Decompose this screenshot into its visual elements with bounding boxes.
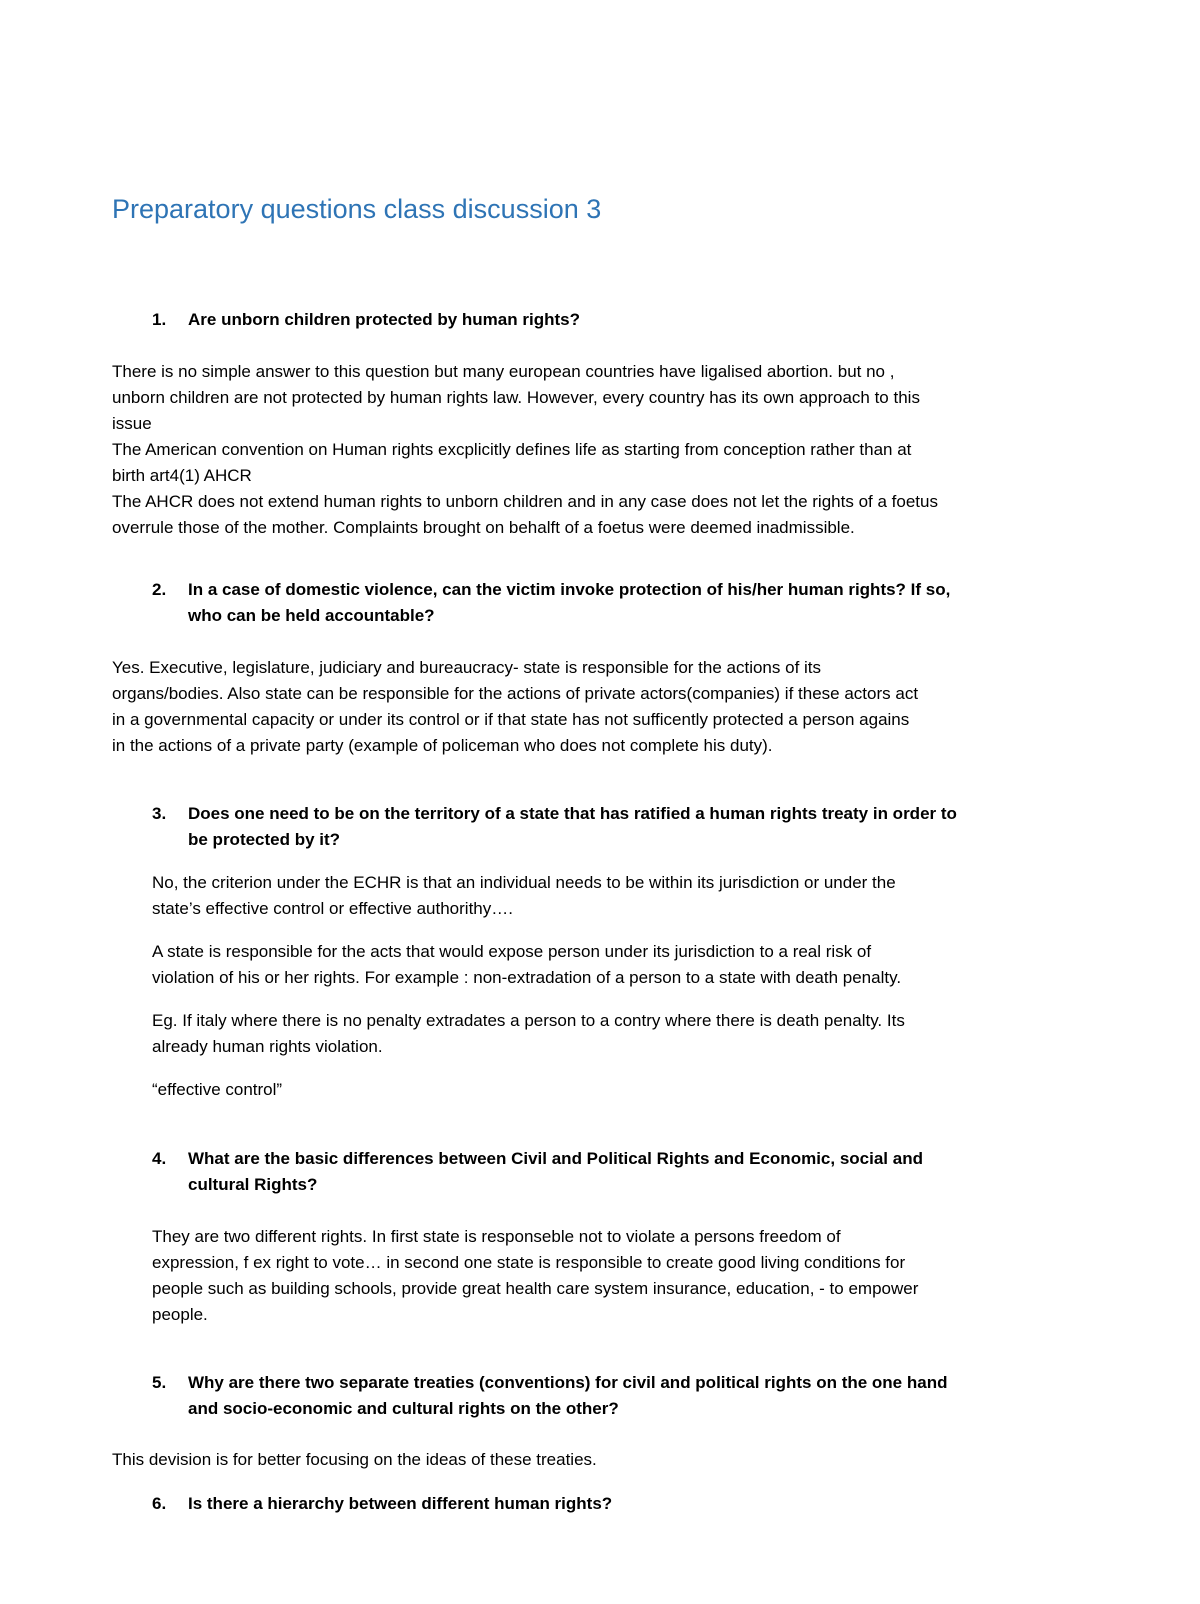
- answer-line: in a governmental capacity or under its control or if that state has not sufficently protected a person agains: [112, 710, 910, 729]
- answer-line: violation of his or her rights. For example : non-extradation of a person to a state with death penalty.: [152, 968, 902, 987]
- answer-line: No, the criterion under the ECHR is that an individual needs to be within its jurisdiction or under the: [152, 873, 896, 892]
- answer-line: “effective control”: [152, 1080, 283, 1099]
- question-4: [152, 1146, 1072, 1198]
- question-3: [152, 801, 1072, 853]
- answer-line: overrule those of the mother. Complaints brought on behalft of a foetus were deemed inadmissible.: [112, 518, 855, 537]
- question-line: cultural Rights?: [188, 1175, 318, 1194]
- answer-line: Yes. Executive, legislature, judiciary and bureaucracy- state is responsible for the actions of its: [112, 658, 822, 677]
- answer-3-paragraph-1: [152, 870, 896, 922]
- answer-line: Eg. If italy where there is no penalty extradates a person to a contry where there is death penalty. Its: [152, 1011, 905, 1030]
- answer-line: in the actions of a private party (example of policeman who does not complete his duty).: [112, 736, 773, 755]
- question-number: 2.: [152, 580, 167, 599]
- question-text: Is there a hierarchy between different human rights?: [188, 1494, 613, 1513]
- question-6: [152, 1491, 1072, 1517]
- question-number: 6.: [152, 1494, 167, 1513]
- question-number: 5.: [152, 1373, 167, 1392]
- answer-line: state’s effective control or effective authorithy….: [152, 899, 513, 918]
- document-title: Preparatory questions class discussion 3: [112, 194, 602, 224]
- answer-line: organs/bodies. Also state can be responsible for the actions of private actors(companies) if these actors act: [112, 684, 919, 703]
- answer-5: [112, 1447, 597, 1473]
- answer-3-paragraph-4: [152, 1077, 282, 1103]
- answer-4: [152, 1224, 918, 1328]
- question-line: What are the basic differences between Civil and Political Rights and Economic, social and: [188, 1149, 923, 1168]
- question-line: be protected by it?: [188, 830, 341, 849]
- answer-line: unborn children are not protected by human rights law. However, every country has its own approach to this: [112, 388, 920, 407]
- question-number: 4.: [152, 1149, 167, 1168]
- answer-line: A state is responsible for the acts that would expose person under its jurisdiction to a real risk of: [152, 942, 872, 961]
- question-line: Does one need to be on the territory of a state that has ratified a human rights treaty in order to: [188, 804, 957, 823]
- answer-line: The AHCR does not extend human rights to unborn children and in any case does not let the rights of a foetus: [112, 492, 938, 511]
- answer-line: expression, f ex right to vote… in second one state is responsible to create good living conditions for: [152, 1253, 906, 1272]
- answer-line: already human rights violation.: [152, 1037, 383, 1056]
- answer-3-paragraph-3: [152, 1008, 905, 1060]
- answer-1: [112, 359, 938, 541]
- answer-line: The American convention on Human rights excplicitly defines life as starting from conception rather than at: [112, 440, 912, 459]
- answer-line: There is no simple answer to this question but many european countries have ligalised abortion. but no ,: [112, 362, 895, 381]
- answer-2: [112, 655, 918, 759]
- question-line: who can be held accountable?: [188, 606, 435, 625]
- question-line: and socio-economic and cultural rights on the other?: [188, 1399, 619, 1418]
- answer-line: birth art4(1) AHCR: [112, 466, 252, 485]
- answer-line: people such as building schools, provide great health care system insurance, education, - to empower: [152, 1279, 919, 1298]
- question-line: Why are there two separate treaties (conventions) for civil and political rights on the one hand: [188, 1373, 948, 1392]
- question-line: In a case of domestic violence, can the victim invoke protection of his/her human rights? If so,: [188, 580, 951, 599]
- answer-line: people.: [152, 1305, 208, 1324]
- answer-line: issue: [112, 414, 152, 433]
- answer-line: They are two different rights. In first state is responseble not to violate a persons freedom of: [152, 1227, 841, 1246]
- answer-3-paragraph-2: [152, 939, 901, 991]
- question-text: Are unborn children protected by human rights?: [188, 310, 580, 329]
- question-number: 1.: [152, 310, 167, 329]
- question-2: [152, 577, 1072, 629]
- question-5: [152, 1370, 1072, 1422]
- question-number: 3.: [152, 804, 167, 823]
- answer-line: This devision is for better focusing on the ideas of these treaties.: [112, 1450, 597, 1469]
- question-1: [152, 307, 1072, 333]
